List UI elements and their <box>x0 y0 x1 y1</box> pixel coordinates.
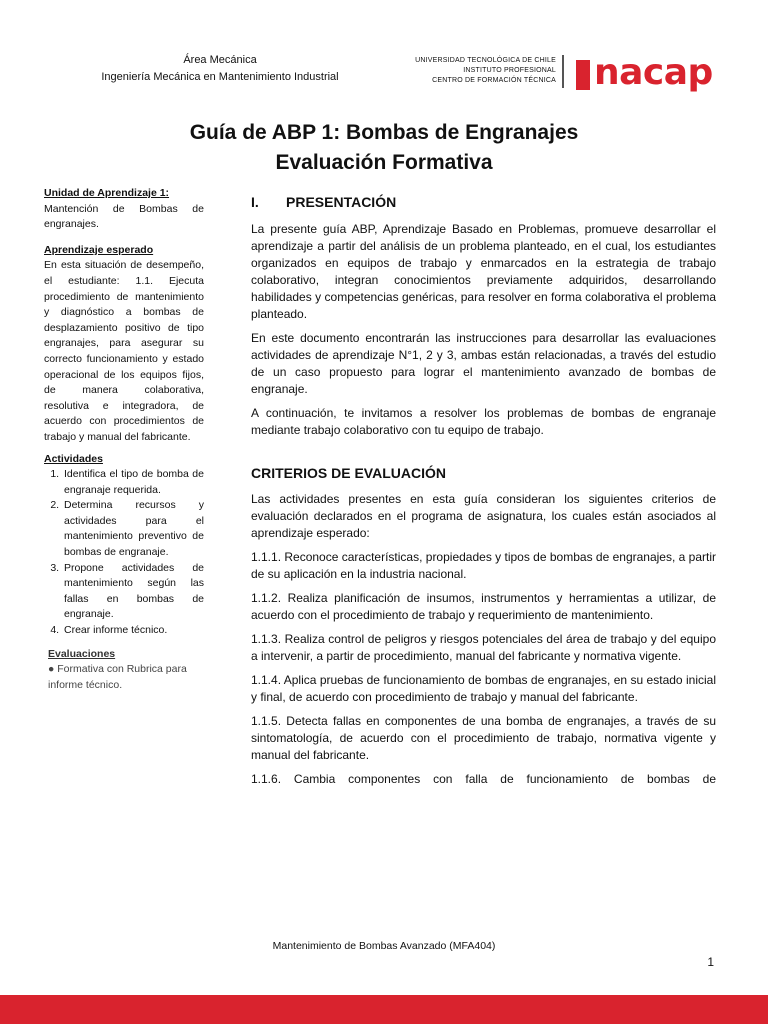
evaluation-item: ● Formativa con Rubrica para informe técnico. <box>48 663 187 691</box>
footer-red-bar <box>0 995 768 1024</box>
evaluations-heading: Evaluaciones <box>48 647 116 660</box>
section-title: PRESENTACIÓN <box>286 194 397 210</box>
institution-line-2: INSTITUTO PROFESIONAL <box>463 67 556 74</box>
logo-wordmark: nacap <box>594 52 713 93</box>
expected-learning-heading: Aprendizaje esperado <box>44 243 154 256</box>
criterion-item: 1.1.6. Cambia componentes con falla de funcionamiento de bombas de <box>251 772 716 786</box>
institution-line-3: CENTRO DE FORMACIÓN TÉCNICA <box>432 77 556 84</box>
unit-heading: Unidad de Aprendizaje 1: <box>44 187 170 199</box>
footer-course: Mantenimiento de Bombas Avanzado (MFA404) <box>272 940 496 952</box>
criterion-item: 1.1.1. Reconoce características, propiedades y tipos de bombas de engranajes, a partir de su aplicación en la industria nacional. <box>251 550 716 581</box>
page-number: 1 <box>707 955 714 969</box>
header-program-info <box>70 52 370 86</box>
activity-item: 3. Propone actividades de mantenimiento según las fallas en bombas de engranaje. <box>62 561 204 623</box>
paragraph: A continuación, te invitamos a resolver los problemas de bombas de engranaje mediante trabajo colaborativo con tu equipo de trabajo. <box>251 406 716 437</box>
inacap-logo <box>576 52 716 96</box>
criterion-item: 1.1.5. Detecta fallas en componentes de una bomba de engranajes, a través de su sintomatología, de acuerdo con el procedimiento de trabajo, normativa vigente y manual del fabricante. <box>251 714 716 762</box>
main-content <box>251 192 716 795</box>
section-heading-presentacion <box>251 192 716 212</box>
document-title <box>0 118 768 178</box>
section-heading-criterios: CRITERIOS DE EVALUACIÓN <box>251 465 446 481</box>
title-line-1: Guía de ABP 1: Bombas de Engranajes <box>189 121 579 144</box>
criterion-item: 1.1.3. Realiza control de peligros y riesgos potenciales del área de trabajo y del equipo a intervenir, a partir de procedimiento, manual del fabricante y normativa vigente. <box>251 632 716 663</box>
activity-item: 1. Identifica el tipo de bomba de engranaje requerida. <box>62 467 204 498</box>
criterion-item: 1.1.4. Aplica pruebas de funcionamiento de bombas de engranajes, en su estado inicial y final, de acuerdo con procedimiento de trabajo y manual del fabricante. <box>251 673 716 704</box>
career-name: Ingeniería Mecánica en Mantenimiento Industrial <box>101 71 339 83</box>
unit-text: Mantención de Bombas de engranajes. <box>44 202 204 231</box>
paragraph: La presente guía ABP, Aprendizaje Basado en Problemas, promueve desarrollar el aprendizaje a partir del análisis de un problema planteado, en el cual, los estudiantes organizados en equipos de trabajo y enmarcados en la estrategia de trabajo colaborativo, integran conocimientos previamente adquiridos, desarrollando habilidades y competencias genéricas, para resolver en forma colaborativa el problema planteado. <box>251 222 716 321</box>
logo-divider <box>562 55 564 88</box>
activity-item: 4. Crear informe técnico. <box>62 623 204 639</box>
sidebar <box>44 186 204 693</box>
institution-lines <box>360 56 556 86</box>
area-name: Área Mecánica <box>183 54 257 66</box>
section-number: I. <box>251 194 259 210</box>
activity-item: 2. Determina recursos y actividades para el mantenimiento preventivo de bombas de engranaje. <box>62 498 204 560</box>
institution-line-1: UNIVERSIDAD TECNOLÓGICA DE CHILE <box>415 57 556 64</box>
criterion-item: 1.1.2. Realiza planificación de insumos, instrumentos y herramientas a utilizar, de acuerdo con el procedimiento de trabajo y requerimiento de mantenimiento. <box>251 591 716 622</box>
activities-heading: Actividades <box>44 452 103 465</box>
paragraph: En este documento encontrarán las instrucciones para desarrollar las evaluaciones actividades de aprendizaje N°1, 2 y 3, ambas están relacionadas, a través del estudio de un caso propuesto para lograr el mantenimiento avanzado de bombas de engranaje. <box>251 331 716 396</box>
logo-mark-icon <box>576 60 590 90</box>
activities-list <box>44 467 204 639</box>
title-line-2: Evaluación Formativa <box>275 151 493 174</box>
paragraph: Las actividades presentes en esta guía consideran los siguientes criterios de evaluación declarados en el programa de asignatura, los cuales están asociados al aprendizaje esperado: <box>251 492 716 540</box>
expected-learning-text: En esta situación de desempeño, el estudiante: 1.1. Ejecuta procedimiento de mantenimiento y diagnóstico a bombas de desplazamiento positivo de tipo engranajes, para asegurar su correcto funcionamiento y estado operacional de los equipos fijos, de manera colaborativa, resolutiva e integradora, de acuerdo con procedimientos de trabajo y manual del fabricante. <box>44 259 204 443</box>
